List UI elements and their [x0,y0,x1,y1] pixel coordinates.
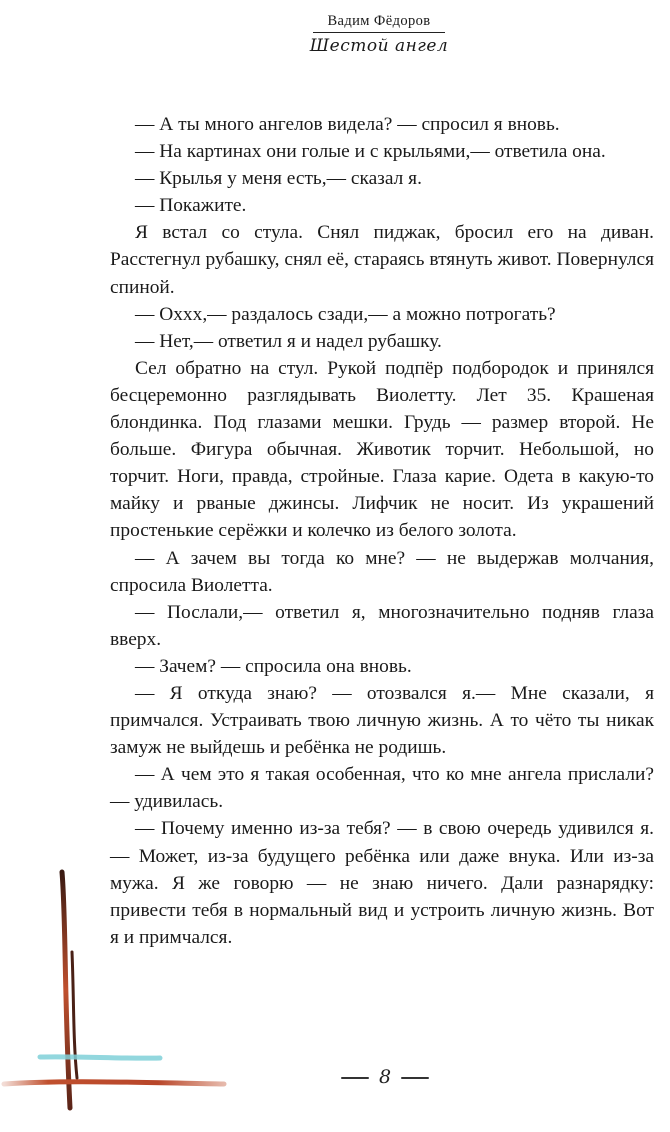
paragraph: — Крылья у меня есть,— сказал я. [135,168,422,190]
paragraph: — Покажите. [135,195,247,217]
ink-stroke-vertical-long [62,872,70,1108]
ink-stroke-cyan [40,1057,160,1058]
paragraph: — На картинах они голые и с крыльями,— ответила она. [135,141,606,163]
body-text [110,111,654,951]
paragraph: — А зачем вы тогда ко мне? — не выдержав молчания, спросила Виолетта. [110,547,654,596]
page-number [100,1066,670,1088]
paragraph: — Я откуда знаю? — отозвался я.— Мне сказали, я примчался. Устраивать твою личную жизнь. А то чёто ты никак замуж не выйдешь и ребёнка не родишь. [110,682,654,759]
folio-dash-left [341,1077,369,1079]
paragraph: Сел обратно на стул. Рукой подпёр подбородок и принялся бесцеремонно разглядывать Виолетту. Лет 35. Крашеная блондинка. Под глазами мешки. Грудь — размер второй. Не больше. Фигура обычная. Животик торчит. Небольшой, но торчит. Ноги, правда, стройные. Глаза карие. Одета в какую-то майку и рваные джинсы. Лифчик не носит. Из украшений простенькие серёжки и колечко из белого золота. [110,357,654,542]
paragraph: — Почему именно из-за тебя? — в свою очередь удивился я.— Может, из-за будущего ребёнка или даже внука. Или из-за мужа. Я же говорю — не знаю ничего. Дали разнарядку: привести тебя в нормальный вид и устроить личную жизнь. Вот я и примчался. [110,818,654,948]
folio-dash-right [401,1077,429,1079]
page-number-value: 8 [378,1066,392,1088]
paragraph: — Оххх,— раздалось сзади,— а можно потрогать? [135,303,556,325]
paragraph: — А ты много ангелов видела? — спросил я вновь. [135,114,560,135]
running-head-title: Шестой ангел [309,36,449,56]
paragraph: — Нет,— ответил я и надел рубашку. [135,330,442,352]
ink-stroke-decoration [0,860,260,1132]
paragraph: — Зачем? — спросила она вновь. [135,655,412,677]
paragraph: — А чем это я такая особенная, что ко мне ангела прислали? — удивилась. [110,764,654,813]
running-head-author: Вадим Фёдоров [313,13,444,33]
running-head [0,12,670,56]
paragraph: Я встал со стула. Снял пиджак, бросил его на диван. Расстегнул рубашку, снял её, стараясь втянуть живот. Повернулся спиной. [110,222,654,298]
paragraph: — Послали,— ответил я, многозначительно подняв глаза вверх. [110,601,654,650]
